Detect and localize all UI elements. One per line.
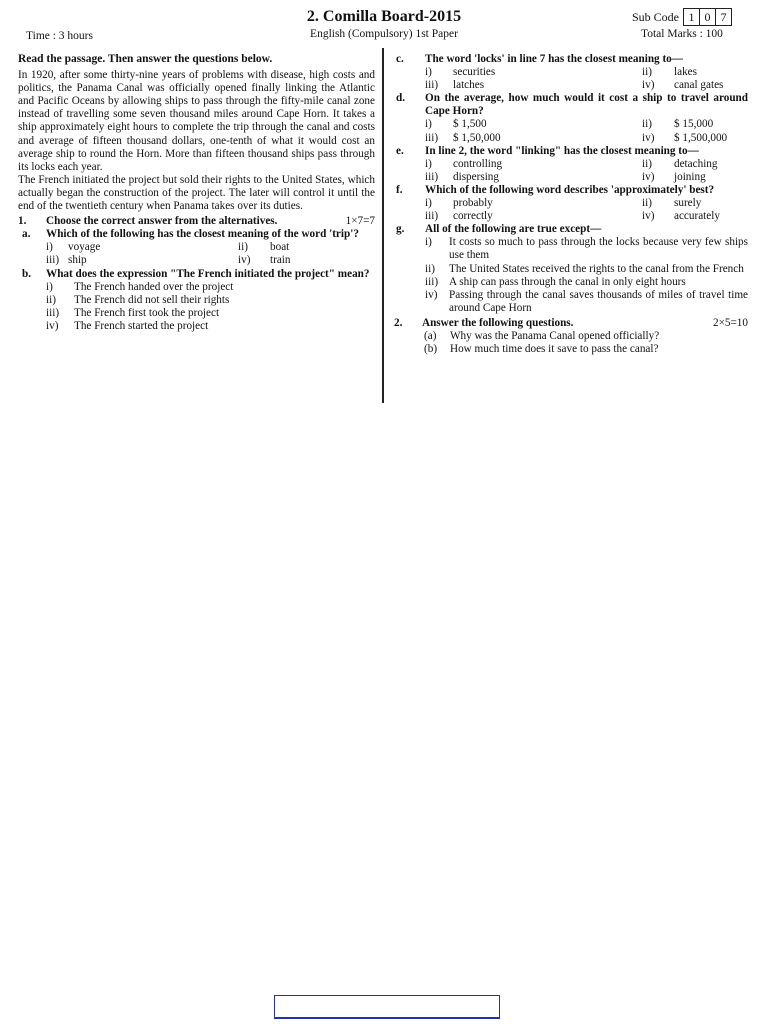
total-marks: Total Marks : 100 [641, 28, 723, 40]
option: iii) $ 1,50,000 [425, 131, 501, 144]
sub-question-text: On the average, how much would it cost a ship to travel around Cape Horn? [425, 92, 748, 118]
option: iv) $ 1,500,000 [642, 131, 728, 144]
sub-question-c [370, 53, 748, 66]
sub-question-e [370, 145, 748, 158]
sub-question-letter: f. [396, 183, 403, 196]
short-question: (a) Why was the Panama Canal opened officially? [424, 329, 660, 342]
options-b [18, 281, 375, 333]
sub-question-letter: a. [22, 228, 31, 241]
question-number: 1. [18, 215, 27, 228]
option: ii) lakes [642, 66, 697, 79]
option: ii) surely [642, 197, 702, 210]
sub-question-f [370, 184, 748, 197]
board-title: 2. Comilla Board-2015 [306, 8, 462, 25]
option: iii) The French first took the project [46, 306, 220, 319]
option: iv) canal gates [642, 79, 724, 92]
left-column [18, 53, 375, 333]
option: i) The French handed over the project [46, 280, 234, 293]
sub-question-letter: b. [22, 267, 32, 280]
option: i) voyage [46, 241, 101, 254]
option: iv) train [238, 254, 291, 267]
option: iv) accurately [642, 210, 720, 223]
question-2-items [396, 330, 748, 356]
sub-question-letter: c. [396, 53, 404, 65]
question-2-text: Answer the following questions. [422, 316, 574, 329]
sub-question-text: Which of the following word describes 'approximately' best? [425, 183, 715, 196]
sub-question-text: What does the expression "The French initiated the project" mean? [46, 267, 370, 280]
option: i) securities [425, 66, 496, 79]
question-2-heading [394, 317, 748, 330]
sub-question-text: The word 'locks' in line 7 has the closest meaning to— [425, 53, 683, 65]
options-g [396, 236, 748, 315]
question-2-marks: 2×5=10 [713, 316, 748, 329]
options-e [396, 158, 748, 184]
paper-title: English (Compulsory) 1st Paper [310, 28, 458, 40]
option: ii) $ 15,000 [642, 118, 714, 131]
right-column [396, 53, 748, 356]
option: iv) The French started the project [46, 319, 209, 332]
options-f [396, 197, 748, 223]
passage-paragraph-2: The French initiated the project but sold their rights to the United States, which actually began the construction of the project. The later will control it until the end of the twentieth century when Panama takes over its duties. [18, 173, 375, 213]
option: iv) Passing through the canal saves thousands of miles of travel time around Cape Horn [425, 288, 748, 314]
sub-question-text: All of the following are true except— [425, 223, 602, 236]
subject-code-label: Sub Code [632, 9, 680, 24]
option: ii) boat [238, 241, 290, 254]
sub-question-letter: d. [396, 92, 406, 105]
question-1-heading [18, 215, 375, 228]
sub-question-text: Which of the following has the closest meaning of the word 'trip'? [46, 228, 359, 241]
options-d [396, 118, 748, 144]
option: iii) ship [46, 254, 87, 267]
sub-question-letter: g. [396, 223, 405, 236]
sub-question-letter: e. [396, 144, 404, 157]
option: iii) correctly [425, 210, 493, 223]
question-1-text: Choose the correct answer from the alternatives. [46, 215, 278, 228]
option: i) controlling [425, 157, 503, 170]
options-a [18, 241, 375, 267]
option: ii) The United States received the rights to the canal from the French [425, 262, 744, 275]
reading-passage [18, 69, 375, 213]
sub-question-d [370, 92, 748, 118]
option: iv) joining [642, 170, 706, 183]
footer-frame [274, 995, 500, 1019]
short-question: (b) How much time does it save to pass the canal? [424, 343, 659, 356]
page-header [0, 6, 768, 46]
subject-code-digit: 7 [715, 8, 732, 26]
option: iii) A ship can pass through the canal in only eight hours [425, 275, 686, 288]
passage-instruction: Read the passage. Then answer the questions below. [18, 53, 273, 65]
option: iii) latches [425, 79, 485, 92]
passage-paragraph-1: In 1920, after some thirty-nine years of problems with disease, high costs and politics, the Panama Canal was officially opened finally linking the Atlantic and Pacific Oceans by allowing ships to pass through the fifty-mile canal zone instead of travelling some seven thousand miles around Cape Horn. It takes a ship approximately eight hours to complete the trip through the canal and costs and average of fifteen thousand dollars, one-tenth of what it would cost an average ship to round the Horn. More than fifteen thousand ships pass through its locks each year. [18, 69, 375, 173]
option: ii) The French did not sell their rights [46, 293, 230, 306]
question-number: 2. [394, 316, 403, 329]
question-1-marks: 1×7=7 [345, 215, 375, 228]
sub-question-text: In line 2, the word "linking" has the closest meaning to— [425, 144, 699, 157]
option: iii) dispersing [425, 170, 499, 183]
sub-question-g [370, 223, 748, 236]
options-c [396, 66, 748, 92]
sub-question-a [18, 228, 375, 241]
option: i) $ 1,500 [425, 118, 487, 131]
option: i) probably [425, 197, 493, 210]
sub-question-b [18, 268, 375, 281]
exam-time: Time : 3 hours [26, 30, 93, 42]
option: i) It costs so much to pass through the locks because very few ships use them [425, 236, 748, 262]
question-text [46, 215, 375, 228]
question-text [422, 317, 748, 330]
subject-code-digit: 0 [699, 8, 716, 26]
subject-code [632, 8, 731, 26]
subject-code-digit: 1 [683, 8, 700, 26]
option: ii) detaching [642, 157, 718, 170]
